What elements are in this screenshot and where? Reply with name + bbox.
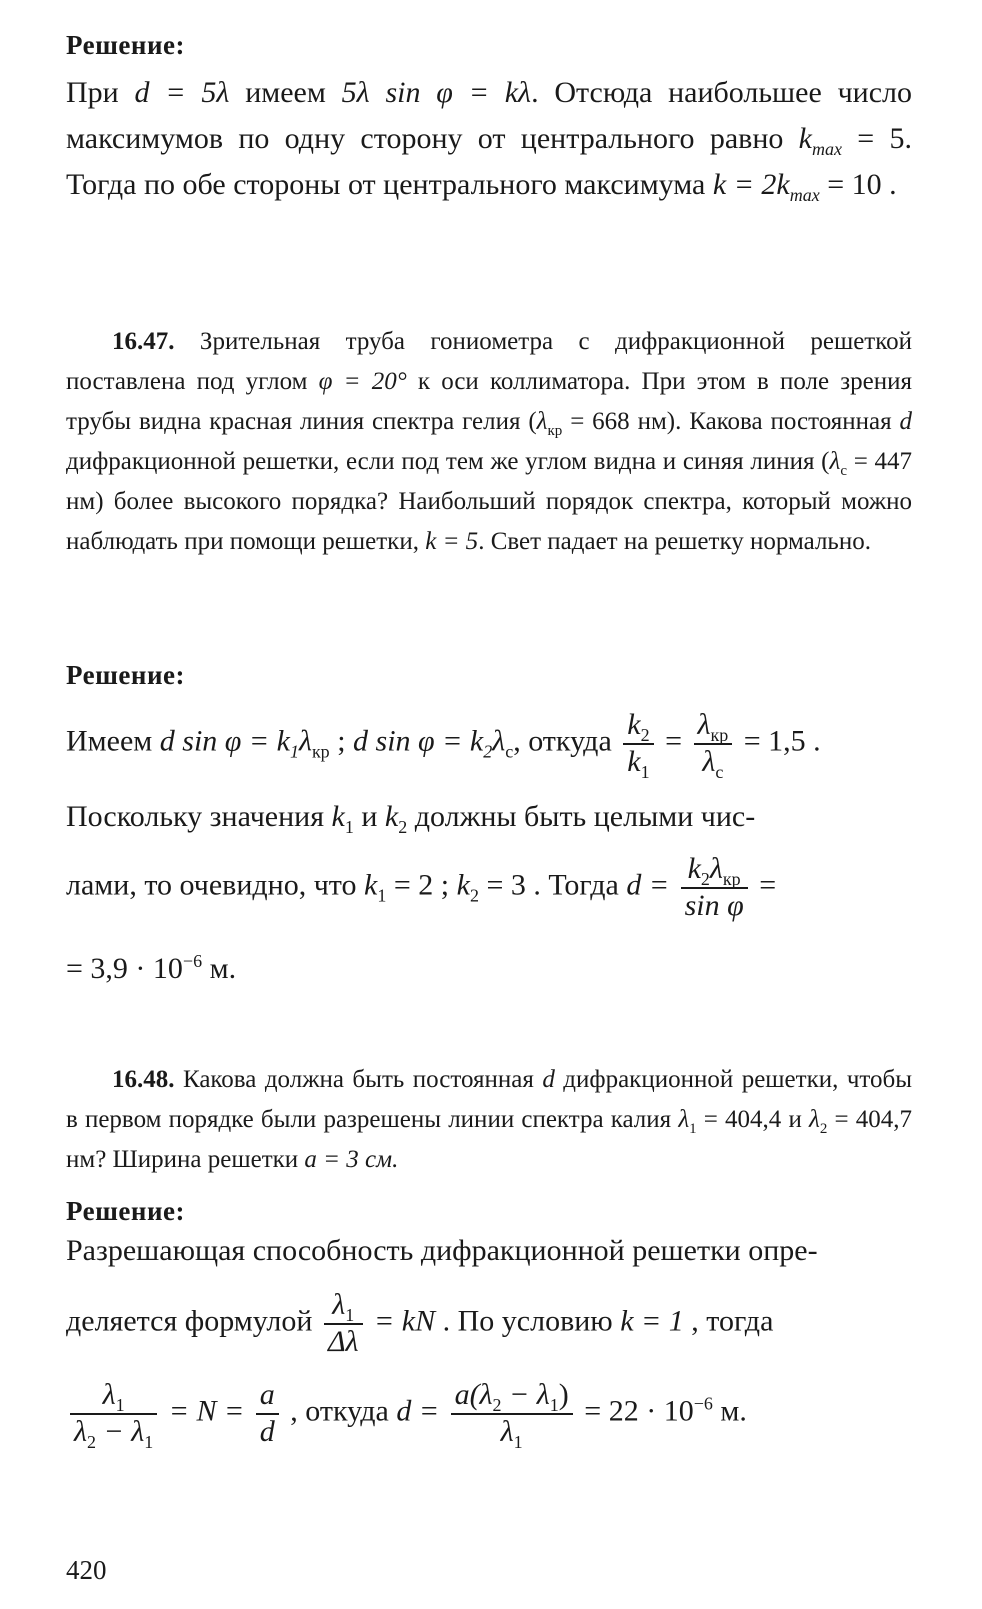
problem-number: 16.48. [112, 1066, 175, 1093]
solution-3-line-2: деляется формулой $\frac{\lambda_1}{\Delta\lambda}$ = kN . По условию k = 1 , тогда [66, 1288, 774, 1358]
fraction-k2-k1: $\frac{k_2}{k_1}$ [623, 708, 653, 779]
solution-2-line-3: лами, то очевидно, что $k_1 = 2$ ; $k_2 = 3$ . Тогда d = $\frac{k_2\lambda_{кр}}{\text{sin φ}}$ = [66, 852, 777, 922]
fraction-lambda-diff: $\frac{\lambda_1}{\lambda_2 - \lambda_1}$ [70, 1378, 157, 1449]
problem-16-48: 16.48. Какова должна быть постоянная d дифракционной решетки, чтобы в первом порядке были разрешены линии спектра калия $\lambda_1 = 404,4$ и $\lambda_2 = 404,7$ нм? Ширина решетки a = 3 см. [66, 1066, 913, 1173]
solution-3-line-3: $\frac{\lambda_1}{\lambda_2 - \lambda_1}$ = N = $\frac{a}{d}$ , откуда d = $\frac{a(\lambda_2 - \lambda_1)}{\lambda_1}$ = $22 \cdot 10^{-6}$ м. [66, 1378, 912, 1449]
solution-heading: Решение: [66, 660, 185, 690]
solution-2-line-4: = $3,9 \cdot 10^{-6}$ м. [66, 951, 237, 985]
page-number: 420 [66, 1555, 107, 1585]
solution-text-1: При d = 5λ имеем 5λ sin φ = kλ. Отсюда наибольшее число максимумов по одну сторону от центрального равно $k_{max} = 5$. Тогда по обе стороны от центрального максимума $k = 2k_{max} = 10$ . [66, 76, 913, 205]
fraction-d-formula: $\frac{k_2\lambda_{кр}}{\text{sin φ}}$ [681, 852, 748, 923]
solution-2-line-2: Поскольку значения $k_1$ и $k_2$ должны быть целыми чис- [66, 800, 756, 837]
solution-3-line-1: Разрешающая способность дифракционной решетки опре- [66, 1234, 818, 1267]
fraction-d-result: $\frac{a(\lambda_2 - \lambda_1)}{\lambda_1}$ [451, 1378, 573, 1449]
fraction-a-d: $\frac{a}{d}$ [256, 1378, 279, 1449]
fraction-lambda-ratio: $\frac{\lambda_{кр}}{\lambda_с}$ [694, 708, 733, 779]
problem-number: 16.47. [112, 328, 175, 355]
fraction-resolving-power: $\frac{\lambda_1}{\Delta\lambda}$ [324, 1288, 363, 1359]
solution-heading: Решение: [66, 1196, 185, 1226]
problem-16-47: 16.47. Зрительная труба гониометра с дифракционной решеткой поставлена под углом φ = 20° к оси коллиматора. При этом в поле зрения трубы видна красная линия спектра гелия ($\lambda_{кр} = 668$ нм). Какова постоянная d дифракционной решетки, если под тем же углом видна и синяя линия ($\lambda_с = 447$ нм) более высокого порядка? Наибольший порядок спектра, который можно наблюдать при помощи решетки, k = 5. Свет падает на решетку нормально. [66, 328, 912, 555]
solution-2-line-1: Имеем d $\sin \varphi = k_1\lambda_{кр}$ ; d $\sin \varphi = k_2\lambda_с$, откуда $\frac{k_2}{k_1}$ = $\frac{\lambda_{кр}}{\lambda_с}$ = 1,5 . [66, 708, 821, 782]
solution-heading: Решение: [66, 30, 185, 60]
